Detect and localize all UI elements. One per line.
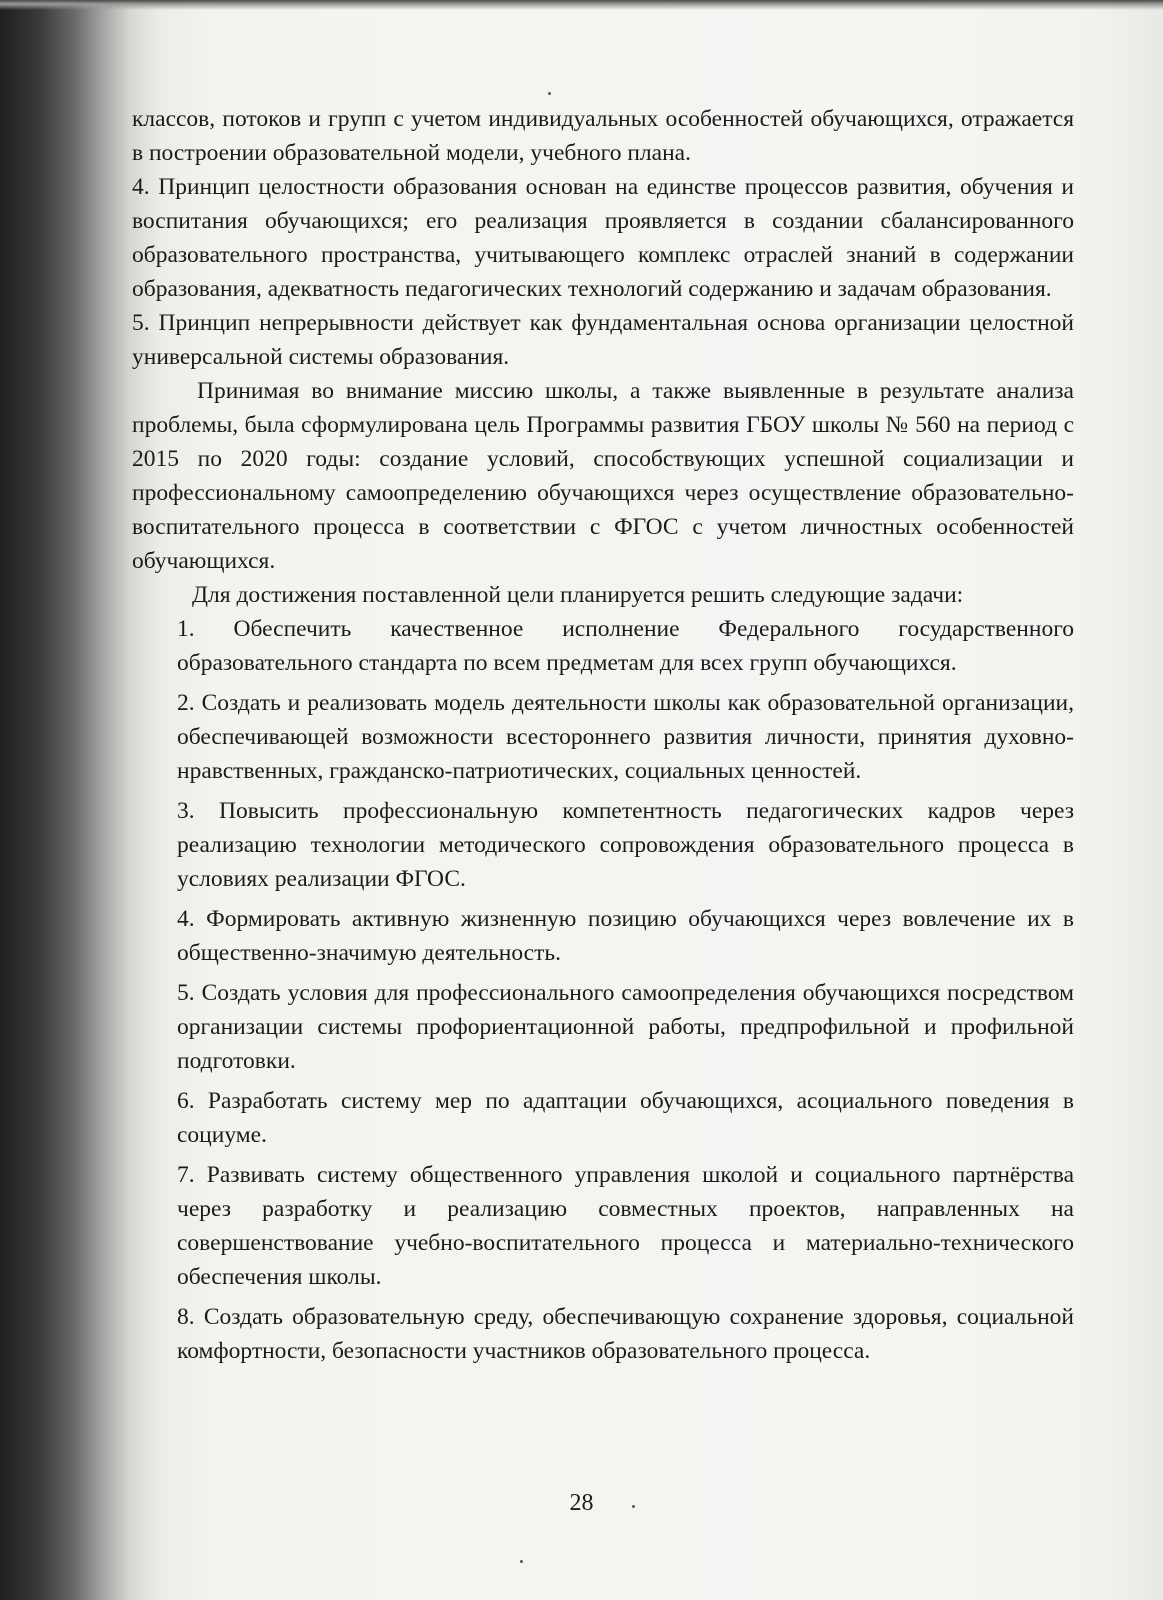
task-item-8: [177, 1300, 1074, 1368]
scan-speck: [548, 92, 551, 95]
task-number: 3.: [177, 798, 195, 824]
task-text: Формировать активную жизненную позицию обучающихся через вовлечение их в общественно-значимую деятельность.: [177, 906, 1075, 966]
scan-speck: [632, 1505, 635, 1508]
task-item-7: [177, 1158, 1074, 1294]
task-number: 4.: [177, 906, 195, 932]
task-text: Создать образовательную среду, обеспечивающую сохранение здоровья, социальной комфортности, безопасности участников образовательного процесса.: [177, 1304, 1075, 1364]
task-item-4: [177, 902, 1074, 970]
task-text: Создать условия для профессионального самоопределения обучающихся посредством организации системы профориентационной работы, предпрофильной и профильной подготовки.: [177, 980, 1075, 1074]
task-item-3: [177, 794, 1074, 896]
task-text: Развивать систему общественного управления школой и социального партнёрства через разработку и реализацию совместных проектов, направленных на совершенствование учебно-воспитательного процесса и материально-технического обеспечения школы.: [177, 1162, 1075, 1290]
paragraph-continuation: классов, потоков и групп с учетом индивидуальных особенностей обучающихся, отражается в построении образовательной модели, учебного плана.: [132, 106, 1074, 166]
task-text: Повысить профессиональную компетентность педагогических кадров через реализацию технологии методического сопровождения образовательного процесса в условиях реализации ФГОС.: [177, 798, 1074, 892]
task-item-1: [177, 612, 1074, 680]
page-number: 28: [569, 1490, 594, 1516]
scan-speck: [520, 1560, 523, 1563]
task-item-5: [177, 976, 1074, 1078]
task-text: Создать и реализовать модель деятельности школы как образовательной организации, обеспечивающей возможности всестороннего развития личности, принятия духовно-нравственных, гражданско-патриотических, социальных ценностей.: [177, 690, 1075, 784]
task-number: 6.: [177, 1088, 195, 1114]
task-number: 8.: [177, 1304, 195, 1330]
task-item-6: [177, 1084, 1074, 1152]
task-item-2: [177, 686, 1074, 788]
tasks-intro: Для достижения поставленной цели планируется решить следующие задачи:: [192, 582, 964, 608]
task-number: 2.: [177, 690, 195, 716]
task-text: Обеспечить качественное исполнение Федерального государственного образовательного стандарта по всем предметам для всех групп обучающихся.: [177, 616, 1075, 676]
task-number: 7.: [177, 1162, 195, 1188]
task-number: 5.: [177, 980, 195, 1006]
paragraph-principle-4: 4. Принцип целостности образования основан на единстве процессов развития, обучения и воспитания обучающихся; его реализация проявляется в создании сбалансированного образовательного пространства, учитывающего комплекс отраслей знаний в содержании образования, адекватность педагогических технологий содержанию и задачам образования.: [132, 174, 1074, 302]
task-text: Разработать систему мер по адаптации обучающихся, асоциального поведения в социуме.: [177, 1088, 1074, 1148]
paragraph-principle-5: 5. Принцип непрерывности действует как фундаментальная основа организации целостной универсальной системы образования.: [132, 310, 1074, 370]
tasks-list: [132, 612, 1074, 1368]
paragraph-program-goal: Принимая во внимание миссию школы, а также выявленные в результате анализа проблемы, была сформулирована цель Программы развития ГБОУ школы № 560 на период с 2015 по 2020 годы: создание условий, способствующих успешной социализации и профессиональному самоопределению обучающихся через осуществление образовательно-воспитательного процесса в соответствии с ФГОС с учетом личностных особенностей обучающихся.: [132, 378, 1074, 574]
document-body: [132, 102, 1074, 1374]
task-number: 1.: [177, 616, 195, 642]
page-top-shadow: [0, 0, 1163, 10]
